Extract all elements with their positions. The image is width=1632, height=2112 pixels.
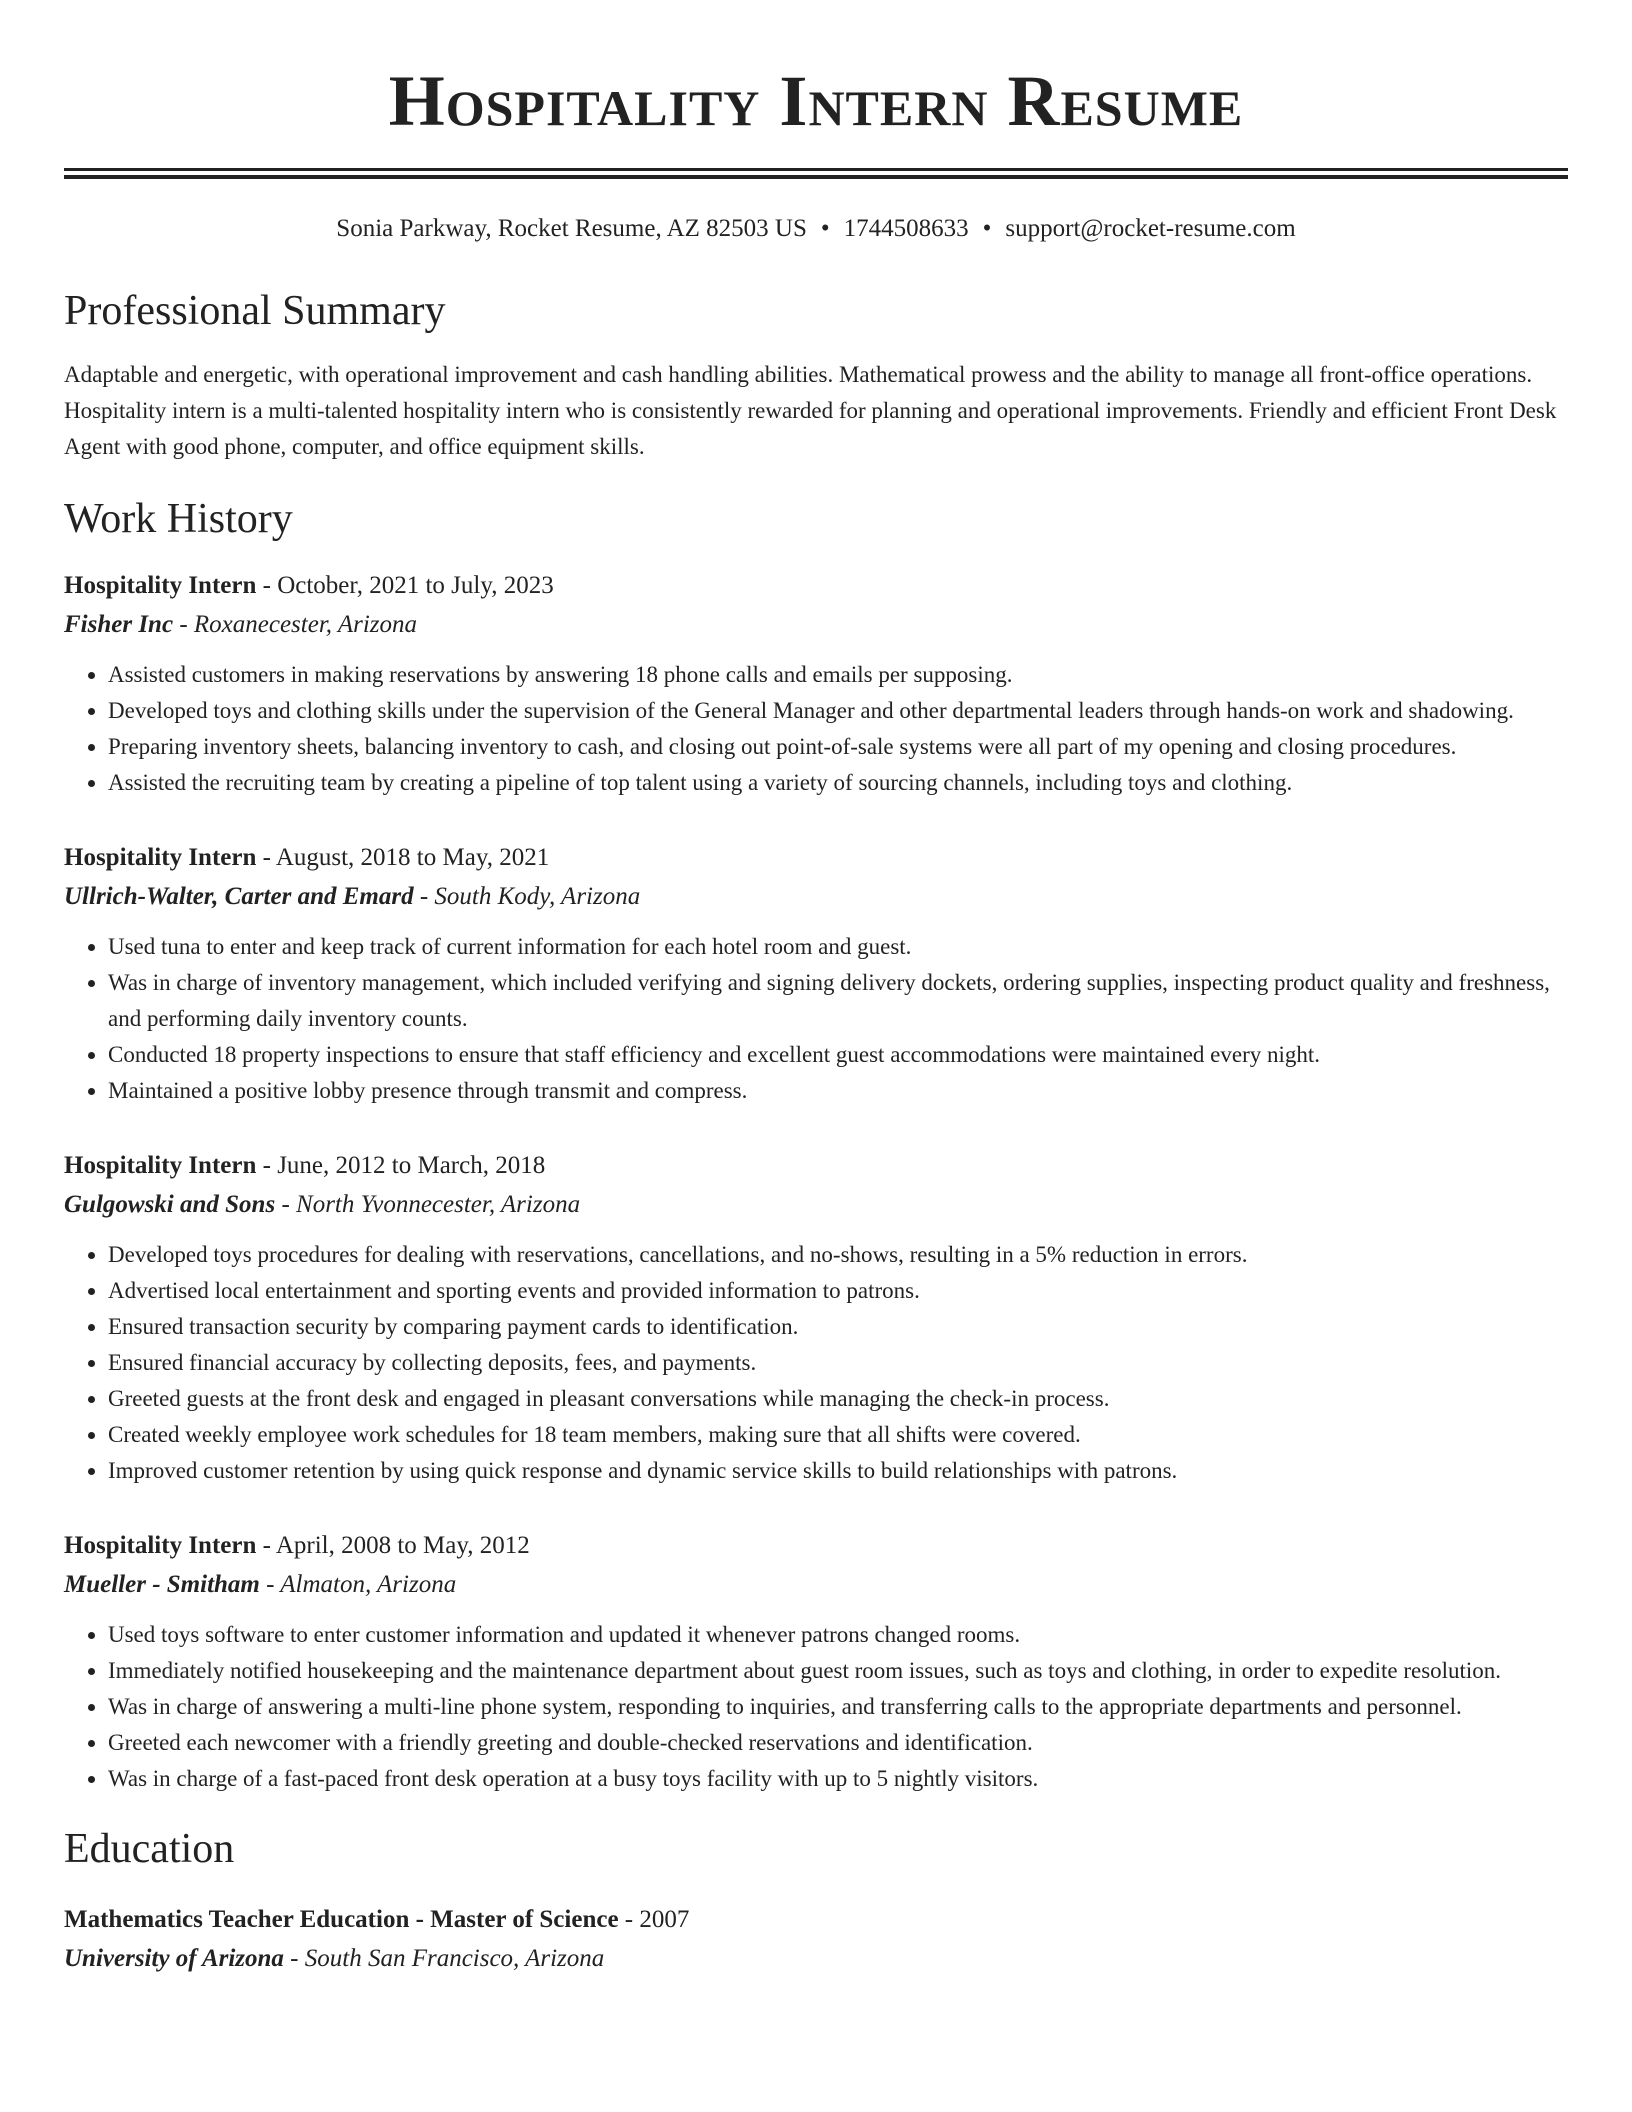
job-entry: [64, 1147, 1568, 1489]
job-entry: [64, 839, 1568, 1109]
summary-text: Adaptable and energetic, with operational improvement and cash handling abilities. Mathematical prowess and the ability to manage all front-office operations. Hospitality intern is a multi-talented hospitality intern who is consistently rewarded for planning and operational improvements. Friendly and efficient Front Desk Agent with good phone, computer, and office equipment skills.: [64, 362, 1557, 459]
contact-separator: •: [982, 215, 992, 242]
job-bullet: • Preparing inventory sheets, balancing inventory to cash, and closing out point-of-sale systems were all part of my opening and closing procedures.: [108, 729, 1568, 765]
job-company: Gulgowski and Sons: [64, 1191, 276, 1218]
education-school: University of Arizona: [64, 1945, 284, 1972]
job-bullet: • Developed toys procedures for dealing with reservations, cancellations, and no-shows, resulting in a 5% reduction in errors.: [108, 1237, 1568, 1273]
job-dates: - August, 2018 to May, 2021: [256, 844, 550, 871]
job-location: - Almaton, Arizona: [259, 1571, 457, 1598]
job-role: Hospitality Intern: [64, 1152, 257, 1179]
resume-title: Hospitality Intern Resume: [388, 61, 1244, 141]
job-title-line: [64, 567, 1568, 605]
job-bullet: • Maintained a positive lobby presence through transmit and compress.: [108, 1073, 1568, 1109]
contact-line: [64, 213, 1568, 245]
job-location: - South Kody, Arizona: [413, 883, 641, 910]
job-bullet: • Immediately notified housekeeping and the maintenance department about guest room issues, such as toys and clothing, in order to expedite resolution.: [108, 1653, 1568, 1689]
job-bullet: • Was in charge of answering a multi-line phone system, responding to inquiries, and transferring calls to the appropriate departments and personnel.: [108, 1689, 1568, 1725]
job-dates: - June, 2012 to March, 2018: [256, 1152, 546, 1179]
contact-email: support@rocket-resume.com: [1005, 215, 1296, 242]
job-company: Fisher Inc: [64, 611, 174, 638]
job-bullet: • Created weekly employee work schedules for 18 team members, making sure that all shifts were covered.: [108, 1417, 1568, 1453]
job-bullet: • Conducted 18 property inspections to ensure that staff efficiency and excellent guest accommodations were maintained every night.: [108, 1037, 1568, 1073]
job-location: - Roxanecester, Arizona: [173, 611, 417, 638]
work-history-heading: Work History: [64, 496, 293, 542]
summary-heading: Professional Summary: [64, 288, 446, 334]
job-bullets: [64, 929, 1568, 1109]
job-company-line: [64, 605, 1568, 645]
job-bullet: • Assisted the recruiting team by creating a pipeline of top talent using a variety of sourcing channels, including toys and clothing.: [108, 765, 1568, 801]
job-bullet: • Developed toys and clothing skills under the supervision of the General Manager and other departmental leaders through hands-on work and shadowing.: [108, 693, 1568, 729]
job-entry: [64, 567, 1568, 801]
job-dates: - October, 2021 to July, 2023: [256, 572, 554, 599]
job-bullets: [64, 657, 1568, 801]
job-bullet: • Greeted each newcomer with a friendly greeting and double-checked reservations and identification.: [108, 1725, 1568, 1761]
job-bullet: • Was in charge of a fast-paced front desk operation at a busy toys facility with up to 5 nightly visitors.: [108, 1761, 1568, 1797]
job-company-line: [64, 1185, 1568, 1225]
education-entry: [64, 1901, 1568, 1979]
job-bullets: [64, 1617, 1568, 1797]
job-title-line: [64, 1147, 1568, 1185]
job-title-line: [64, 1527, 1568, 1565]
job-bullet: • Used tuna to enter and keep track of current information for each hotel room and guest.: [108, 929, 1568, 965]
education-year: - 2007: [618, 1906, 690, 1933]
title-divider: [64, 168, 1568, 179]
job-bullet: • Was in charge of inventory management, which included verifying and signing delivery dockets, ordering supplies, inspecting product quality and freshness, and performing daily inventory counts.: [108, 965, 1568, 1037]
job-role: Hospitality Intern: [64, 1532, 257, 1559]
job-bullet: • Greeted guests at the front desk and engaged in pleasant conversations while managing the check-in process.: [108, 1381, 1568, 1417]
job-bullet: • Improved customer retention by using quick response and dynamic service skills to build relationships with patrons.: [108, 1453, 1568, 1489]
job-location: - North Yvonnecester, Arizona: [275, 1191, 581, 1218]
education-school-line: [64, 1939, 1568, 1979]
job-company-line: [64, 1565, 1568, 1605]
job-bullet: • Advertised local entertainment and sporting events and provided information to patrons.: [108, 1273, 1568, 1309]
education-heading: Education: [64, 1826, 235, 1872]
job-entry: [64, 1527, 1568, 1797]
contact-phone: 1744508633: [843, 215, 969, 242]
job-bullet: • Ensured financial accuracy by collecting deposits, fees, and payments.: [108, 1345, 1568, 1381]
job-dates: - April, 2008 to May, 2012: [256, 1532, 530, 1559]
job-company-line: [64, 877, 1568, 917]
job-company: Ullrich-Walter, Carter and Emard: [64, 883, 414, 910]
job-role: Hospitality Intern: [64, 572, 257, 599]
job-bullet: • Used toys software to enter customer information and updated it whenever patrons changed rooms.: [108, 1617, 1568, 1653]
contact-separator: •: [820, 215, 830, 242]
job-company: Mueller - Smitham: [64, 1571, 260, 1598]
education-location: - South San Francisco, Arizona: [283, 1945, 605, 1972]
job-role: Hospitality Intern: [64, 844, 257, 871]
education-degree: Mathematics Teacher Education - Master of Science: [64, 1906, 619, 1933]
education-degree-line: [64, 1901, 1568, 1939]
job-bullet: • Ensured transaction security by comparing payment cards to identification.: [108, 1309, 1568, 1345]
job-bullets: [64, 1237, 1568, 1489]
contact-address: Sonia Parkway, Rocket Resume, AZ 82503 US: [336, 215, 807, 242]
job-bullet: • Assisted customers in making reservations by answering 18 phone calls and emails per supposing.: [108, 657, 1568, 693]
job-title-line: [64, 839, 1568, 877]
